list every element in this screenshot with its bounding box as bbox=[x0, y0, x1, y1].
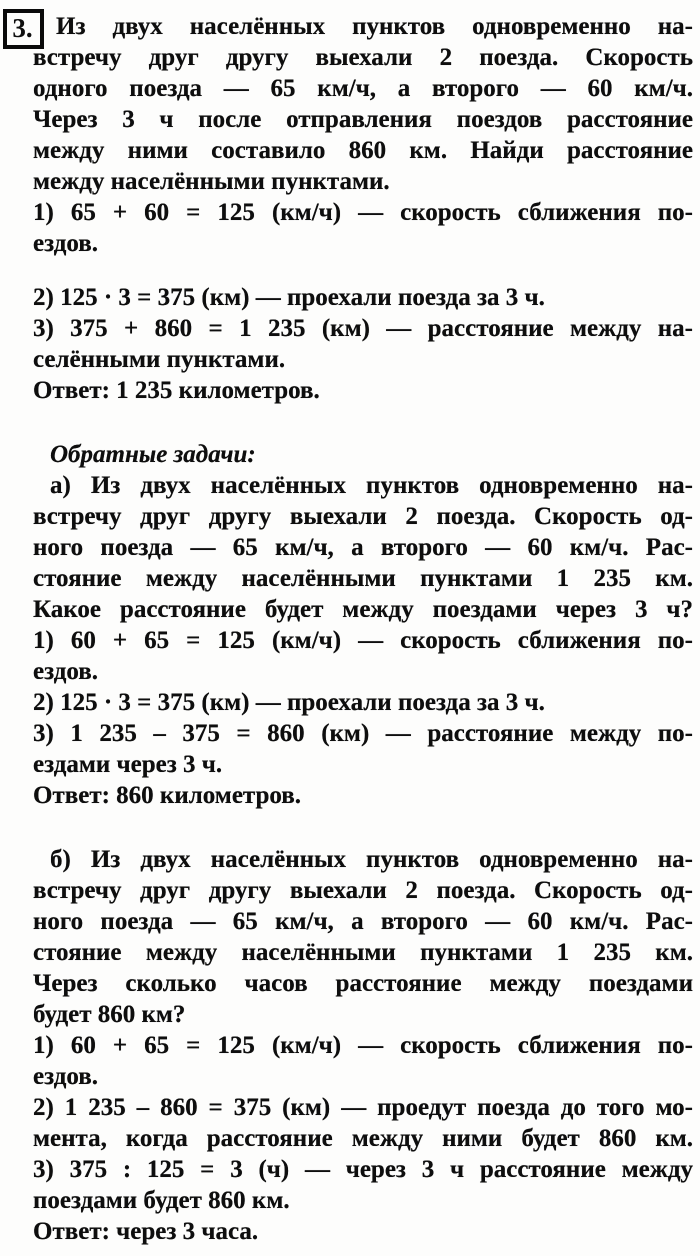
text-line: Ответ: через 3 часа. bbox=[33, 1218, 259, 1245]
text-line: встречу друг другу выехали 2 поезда. Скорость од- bbox=[33, 503, 693, 530]
text-line: ездов. bbox=[33, 230, 98, 257]
text-line: встречу друг другу выехали 2 поезда. Скорость bbox=[33, 44, 693, 71]
text-line: ного поезда — 65 км/ч, а второго — 60 км/ч. Рас- bbox=[33, 534, 693, 561]
text-line: стояние между населёнными пунктами 1 235 км. bbox=[33, 565, 693, 592]
text-line: будет 860 км? bbox=[33, 1001, 186, 1028]
text-line: б) Из двух населённых пунктов одновременно на- bbox=[50, 846, 693, 873]
text-line: 1) 60 + 65 = 125 (км/ч) — скорость сближения по- bbox=[33, 627, 693, 654]
text-line: 2) 125 · 3 = 375 (км) — проехали поезда за 3 ч. bbox=[33, 284, 545, 311]
text-line: 2) 1 235 – 860 = 375 (км) — проедут поезда до того мо- bbox=[33, 1094, 693, 1121]
text-line: Через 3 ч после отправления поездов расстояние bbox=[33, 106, 693, 133]
text-line: ездами через 3 ч. bbox=[33, 751, 223, 778]
text-line: Ответ: 1 235 километров. bbox=[33, 377, 320, 404]
text-line: встречу друг другу выехали 2 поезда. Скорость од- bbox=[33, 877, 693, 904]
text-line: между населёнными пунктами. bbox=[33, 168, 390, 195]
text-line: ездов. bbox=[33, 658, 98, 685]
text-line: Через сколько часов расстояние между поездами bbox=[33, 970, 693, 997]
text-line: между ними составило 860 км. Найди расстояние bbox=[33, 137, 693, 164]
text-line: селёнными пунктами. bbox=[33, 346, 286, 373]
text-line: Какое расстояние будет между поездами через 3 ч? bbox=[33, 596, 693, 623]
text-line: мента, когда расстояние между ними будет 860 км. bbox=[33, 1125, 693, 1152]
text-line: поездами будет 860 км. bbox=[33, 1187, 290, 1214]
text-line: Ответ: 860 километров. bbox=[33, 782, 302, 809]
text-line: ездов. bbox=[33, 1063, 98, 1090]
text-line: стояние между населёнными пунктами 1 235 км. bbox=[33, 939, 693, 966]
text-line: 1) 65 + 60 = 125 (км/ч) — скорость сближения по- bbox=[33, 199, 693, 226]
text-line: ного поезда — 65 км/ч, а второго — 60 км/ч. Рас- bbox=[33, 908, 693, 935]
text-line: а) Из двух населённых пунктов одновременно на- bbox=[50, 472, 693, 499]
text-line: 3) 375 + 860 = 1 235 (км) — расстояние между на- bbox=[33, 315, 693, 342]
text-line: 3) 1 235 – 375 = 860 (км) — расстояние между по- bbox=[33, 720, 693, 747]
text-line: Из двух населённых пунктов одновременно на- bbox=[56, 13, 693, 40]
text-line: Обратные задачи: bbox=[50, 441, 256, 468]
solution-text-column bbox=[33, 11, 693, 1247]
text-line: 1) 60 + 65 = 125 (км/ч) — скорость сближения по- bbox=[33, 1032, 693, 1059]
problem-number: 3. bbox=[12, 12, 33, 43]
text-line: одного поезда — 65 км/ч, а второго — 60 км/ч. bbox=[33, 75, 693, 102]
text-line: 2) 125 · 3 = 375 (км) — проехали поезда за 3 ч. bbox=[33, 689, 545, 716]
text-line: 3) 375 : 125 = 3 (ч) — через 3 ч расстояние между bbox=[33, 1156, 693, 1183]
